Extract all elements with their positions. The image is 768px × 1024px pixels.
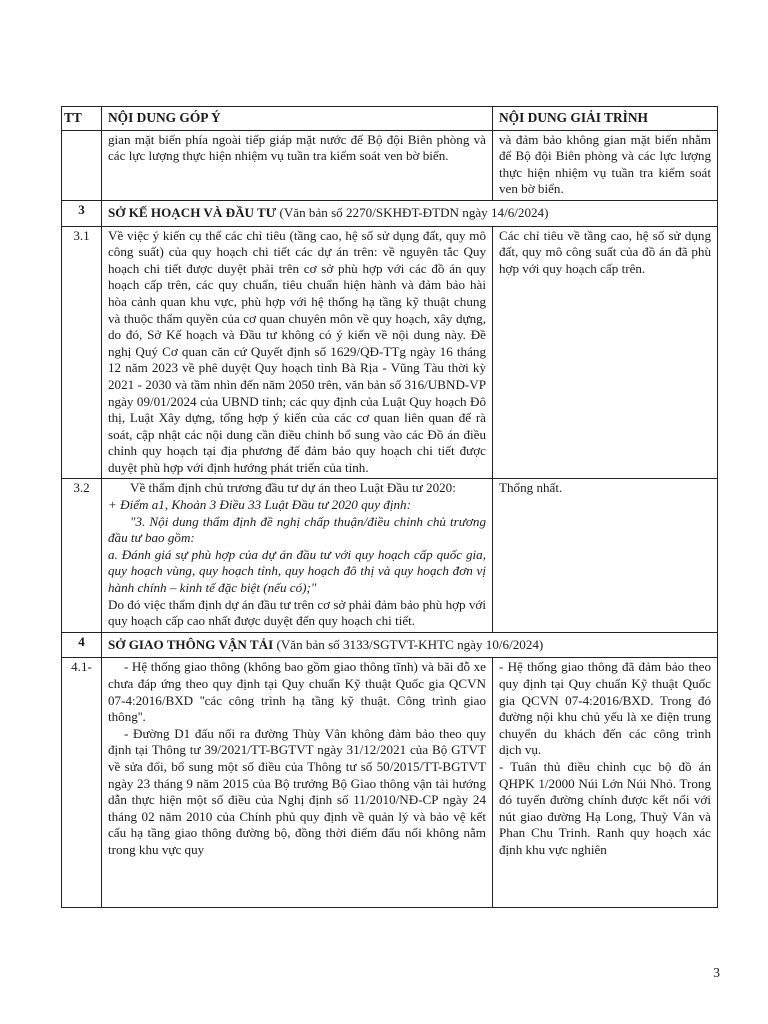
section-number: 3 <box>62 200 102 226</box>
section-row <box>62 200 718 226</box>
table-row <box>62 658 718 908</box>
cell-content: gian mặt biển phía ngoài tiếp giáp mặt nước để Bộ đội Biên phòng và các lực lượng thực hiện nhiệm vụ tuần tra kiểm soát ven bờ biển. <box>102 130 493 200</box>
table-header-row <box>62 107 718 131</box>
paragraph: - Hệ thống giao thông đã đảm bảo theo quy định tại Quy chuẩn Kỹ thuật Quốc gia QCVN 07-4:2016/BXD. Trong đó đường nội khu chủ yếu là xe điện trung chuyển du khách đến các công trình dịch vụ. <box>499 659 711 758</box>
row-number: 3.2 <box>62 479 102 632</box>
section-title <box>102 200 718 226</box>
header-content: NỘI DUNG GÓP Ý <box>102 107 493 131</box>
section-row <box>62 632 718 658</box>
cell-response: Các chỉ tiêu về tầng cao, hệ số sử dụng đất, quy mô công suất của đồ án đã phù hợp với quy hoạch cấp trên. <box>493 226 718 479</box>
feedback-table <box>61 106 718 908</box>
paragraph-italic: a. Đánh giá sự phù hợp của dự án đầu tư với quy hoạch cấp quốc gia, quy hoạch vùng, quy hoạch tỉnh, quy hoạch đô thị và quy hoạch đơn vị hành chính – kinh tế đặc biệt (nếu có);" <box>108 546 486 596</box>
cell-response: và đảm bảo không gian mặt biển nhằm để Bộ đội Biên phòng và các lực lượng thực hiện nhiệm vụ tuần tra kiểm soát ven bờ biển. <box>493 130 718 200</box>
section-number: 4 <box>62 632 102 658</box>
paragraph: - Tuân thủ điều chỉnh cục bộ đồ án QHPK 1/2000 Núi Lớn Núi Nhỏ. Trong đó tuyến đường chính được kết nối với nút giao đường Hạ Long, Thuỳ Vân và Phan Chu Trinh. Ranh quy hoạch xác định khu vực nghiên <box>499 758 711 857</box>
paragraph-italic: "3. Nội dung thẩm định đề nghị chấp thuận/điều chỉnh chủ trương đầu tư bao gồm: <box>108 513 486 546</box>
table-row <box>62 479 718 632</box>
row-number: 4.1- <box>62 658 102 908</box>
section-title-text: SỞ GIAO THÔNG VẬN TẢI <box>108 636 274 652</box>
paragraph: Do đó việc thẩm định dự án đầu tư trên cơ sở phải đảm bảo phù hợp với quy hoạch cấp cao nhất được duyệt đến quy hoạch chi tiết. <box>108 596 486 629</box>
section-title-text: SỞ KẾ HOẠCH VÀ ĐẦU TƯ <box>108 204 277 220</box>
row-number: 3.1 <box>62 226 102 479</box>
paragraph: - Đường D1 đấu nối ra đường Thùy Vân không đảm bảo theo quy định tại Thông tư 39/2021/TT-BGTVT ngày 31/12/2021 của Bộ GTVT về sửa đổi, bổ sung một số điều của Thông tư số 50/2015/TT-BGTVT ngày 23 tháng 9 năm 2015 của Bộ trưởng Bộ Giao thông vận tải hướng dẫn thực hiện một số điều của Nghị định số 11/2010/NĐ-CP ngày 24 tháng 02 năm 2010 của Chính phủ quy định về quản lý và bảo vệ kết cấu hạ tầng giao thông đường bộ, đồng thời điểm đấu nối không nằm trong khu vực quy <box>108 725 486 857</box>
cell-content <box>102 479 493 632</box>
table-row <box>62 130 718 200</box>
cell-content <box>102 658 493 908</box>
cell-content: Về việc ý kiến cụ thể các chỉ tiêu (tầng cao, hệ số sử dụng đất, quy mô công suất) của quy hoạch chi tiết các dự án trên: về nguyên tắc Quy hoạch chi tiết được duyệt phải trên cơ sở phù hợp với các đồ án quy hoạch cấp trên, các quy chuẩn, tiêu chuẩn hiện hành và đảm bảo hài hòa cảnh quan khu vực, phù hợp với hệ thống hạ tầng kỹ thuật chung và thuộc thẩm quyền của cơ quan chuyên môn về quy hoạch, xây dựng, do đó, Sở Kế hoạch và Đầu tư không có ý kiến về nội dung này. Đề nghị Quý Cơ quan căn cứ Quyết định số 1629/QĐ-TTg ngày 16 tháng 12 năm 2023 về phê duyệt Quy hoạch tỉnh Bà Rịa - Vũng Tàu thời kỳ 2021 - 2030 và tầm nhìn đến năm 2050 trên, văn bản số 316/UBND-VP ngày 09/01/2024 của UBND tỉnh; các quy định của Luật Quy hoạch Đô thị, Luật Xây dựng, tổng hợp ý kiến của các cơ quan liên quan để rà soát, cập nhật các nội dung cần điều chỉnh bổ sung vào các Đồ án điều chỉnh quy hoạch tại địa phương để đảm bảo quy hoạch chi tiết được duyệt phù hợp với định hướng phát triển của tỉnh. <box>102 226 493 479</box>
section-note: (Văn bản số 2270/SKHĐT-ĐTDN ngày 14/6/2024) <box>276 204 549 220</box>
section-title <box>102 632 718 658</box>
header-tt: TT <box>62 107 102 131</box>
section-note: (Văn bản số 3133/SGTVT-KHTC ngày 10/6/2024) <box>273 636 544 652</box>
table-row <box>62 226 718 479</box>
cell-response <box>493 658 718 908</box>
cell-tt <box>62 130 102 200</box>
page-number: 3 <box>713 965 720 980</box>
paragraph-italic: + Điểm a1, Khoản 3 Điều 33 Luật Đầu tư 2020 quy định: <box>108 497 411 513</box>
cell-response: Thống nhất. <box>493 479 718 632</box>
paragraph: - Hệ thống giao thông (không bao gồm giao thông tĩnh) và bãi đỗ xe chưa đáp ứng theo quy định tại Quy chuẩn Kỹ thuật Quốc gia QCVN 07-4:2016/BXD ''các công trình hạ tầng kỹ thuật. Công trình giao thông''. <box>108 659 486 725</box>
header-response: NỘI DUNG GIẢI TRÌNH <box>493 107 718 131</box>
paragraph: Về thẩm định chủ trương đầu tư dự án theo Luật Đầu tư 2020: <box>130 480 456 496</box>
